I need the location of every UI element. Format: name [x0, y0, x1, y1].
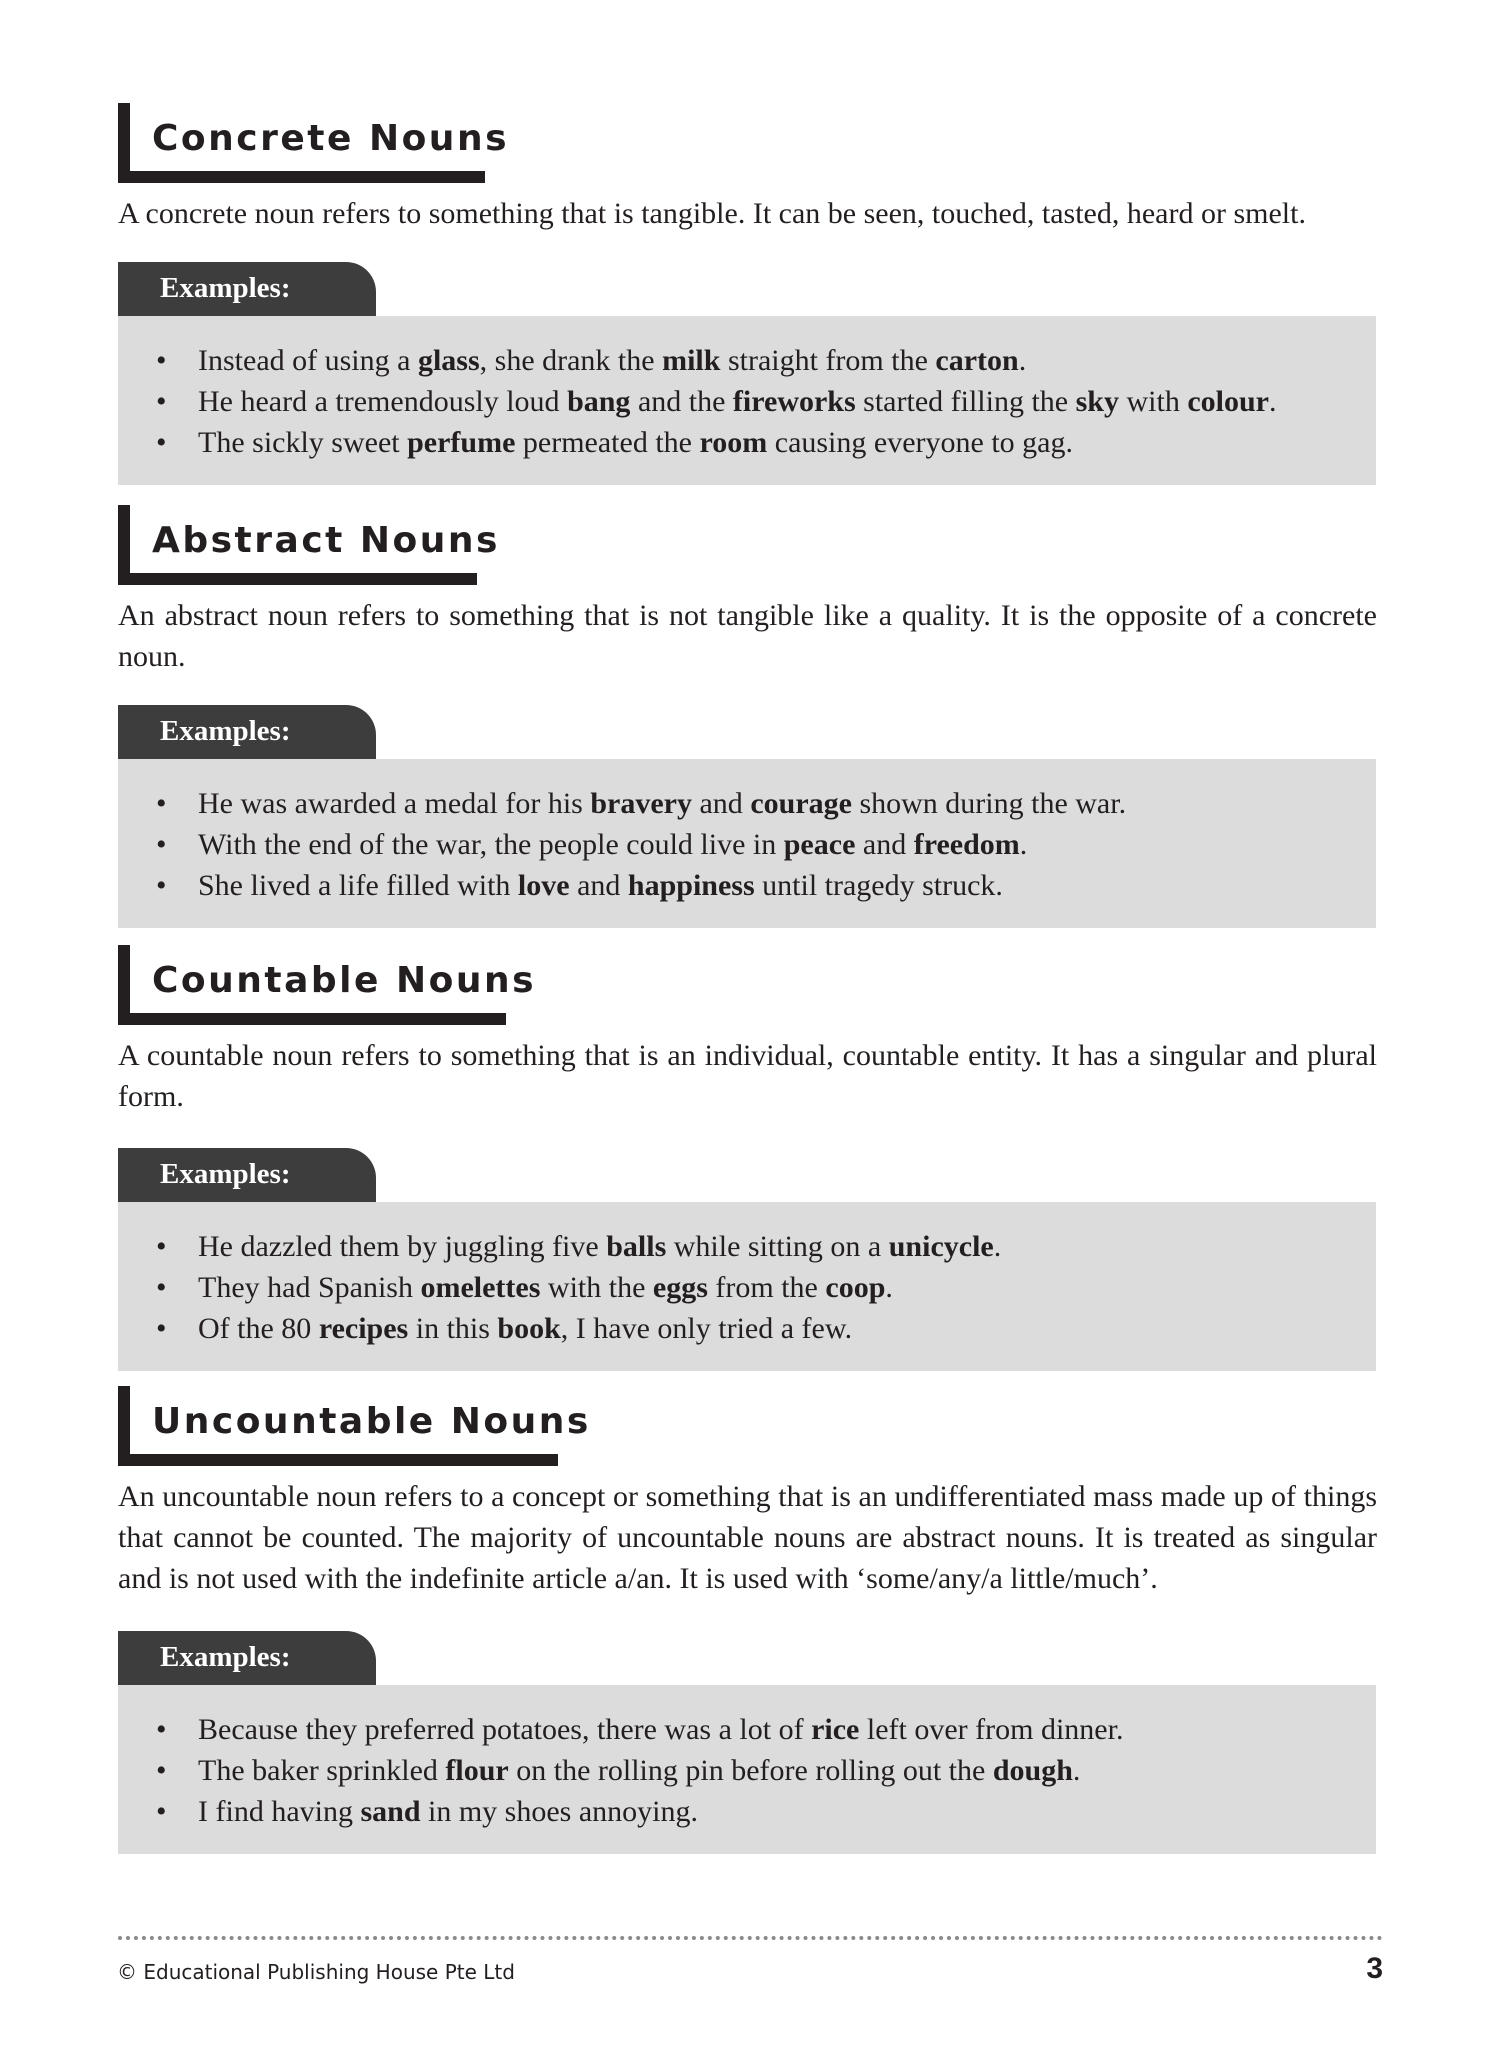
example-text: causing everyone to gag. [767, 426, 1073, 459]
example-text: in my shoes annoying. [420, 1795, 699, 1828]
example-text: She lived a life filled with [198, 869, 518, 902]
example-text: and [691, 787, 751, 820]
section-title: Concrete Nouns [152, 118, 509, 159]
example-item [118, 1308, 1001, 1349]
example-item [118, 865, 1126, 906]
highlighted-noun: rice [811, 1713, 860, 1746]
examples-tab [118, 705, 376, 759]
example-item [118, 783, 1126, 824]
section-description: An uncountable noun refers to a concept or something that is an undifferentiated mass made up of things that cannot be counted. The majority of uncountable nouns are abstract nouns. It is treated as singular and is not used with the indefinite article a/an. It is used with ‘some/any/a little/much’. [118, 1480, 1377, 1595]
example-text: . [1268, 385, 1277, 418]
highlighted-noun: room [699, 426, 768, 459]
example-text: . [1018, 344, 1027, 377]
section-heading-abstract [118, 505, 500, 585]
bullet-icon: • [156, 1230, 167, 1263]
highlighted-noun: book [497, 1312, 561, 1345]
example-text: . [1072, 1754, 1081, 1787]
example-text: With the end of the war, the people could live in [198, 828, 784, 861]
highlighted-noun: courage [750, 787, 852, 820]
example-item [118, 1791, 1123, 1832]
highlighted-noun: sand [360, 1795, 421, 1828]
example-item [118, 422, 1276, 463]
example-item [118, 824, 1126, 865]
section-heading-uncountable [118, 1386, 591, 1466]
bullet-icon: • [156, 828, 167, 861]
examples-label: Examples: [160, 1641, 291, 1673]
example-text: He was awarded a medal for his [198, 787, 591, 820]
example-text: and [569, 869, 628, 902]
bullet-icon: • [156, 426, 167, 459]
examples-list [118, 340, 1276, 463]
examples-list [118, 1226, 1001, 1349]
section-description: A concrete noun refers to something that is tangible. It can be seen, touched, tasted, heard or smelt. [118, 197, 1306, 230]
example-text: , she drank the [479, 344, 663, 377]
highlighted-noun: love [517, 869, 570, 902]
section-title: Abstract Nouns [152, 520, 500, 561]
section-heading-countable [118, 945, 537, 1025]
bullet-icon: • [156, 869, 167, 902]
example-text: The baker sprinkled [198, 1754, 446, 1787]
section-title: Countable Nouns [152, 960, 537, 1001]
highlighted-noun: sky [1075, 385, 1119, 418]
examples-box [118, 1202, 1376, 1371]
highlighted-noun: flour [445, 1754, 509, 1787]
example-text: I find having [198, 1795, 361, 1828]
highlighted-noun: happiness [627, 869, 755, 902]
highlighted-noun: milk [662, 344, 721, 377]
section-description: A countable noun refers to something that is an individual, countable entity. It has a singular and plural form. [118, 1039, 1377, 1113]
examples-box [118, 759, 1376, 928]
example-text: The sickly sweet [198, 426, 408, 459]
highlighted-noun: bravery [590, 787, 692, 820]
highlighted-noun: balls [606, 1230, 667, 1263]
highlighted-noun: omelettes [420, 1271, 541, 1304]
examples-tab [118, 1631, 376, 1685]
examples-box [118, 1685, 1376, 1854]
highlighted-noun: recipes [318, 1312, 409, 1345]
example-item [118, 1709, 1123, 1750]
example-item [118, 1267, 1001, 1308]
highlighted-noun: carton [935, 344, 1019, 377]
example-text: straight from the [720, 344, 936, 377]
examples-box [118, 316, 1376, 485]
section-heading-concrete [118, 103, 509, 183]
highlighted-noun: eggs [652, 1271, 708, 1304]
footer-divider [118, 1936, 1383, 1940]
example-text: and [855, 828, 914, 861]
example-text: He dazzled them by juggling five [198, 1230, 607, 1263]
copyright-notice: © Educational Publishing House Pte Ltd [117, 1960, 515, 1984]
example-text: in this [408, 1312, 498, 1345]
bullet-icon: • [156, 1754, 167, 1787]
example-item [118, 340, 1276, 381]
example-text: . [993, 1230, 1002, 1263]
example-item [118, 1750, 1123, 1791]
bullet-icon: • [156, 1271, 167, 1304]
highlighted-noun: unicycle [888, 1230, 994, 1263]
examples-label: Examples: [160, 272, 291, 304]
bullet-icon: • [156, 1713, 167, 1746]
page-number: 3 [1366, 1952, 1383, 1985]
bullet-icon: • [156, 1795, 167, 1828]
section-description: An abstract noun refers to something that is not tangible like a quality. It is the opposite of a concrete noun. [118, 599, 1377, 673]
highlighted-noun: bang [567, 385, 631, 418]
highlighted-noun: fireworks [732, 385, 856, 418]
bullet-icon: • [156, 787, 167, 820]
examples-label: Examples: [160, 715, 291, 747]
highlighted-noun: glass [417, 344, 480, 377]
highlighted-noun: coop [825, 1271, 886, 1304]
examples-list [118, 783, 1126, 906]
example-text: started filling the [855, 385, 1076, 418]
example-text: until tragedy struck. [754, 869, 1003, 902]
examples-tab [118, 1148, 376, 1202]
example-text: He heard a tremendously loud [198, 385, 568, 418]
highlighted-noun: peace [783, 828, 856, 861]
example-text: with [1118, 385, 1188, 418]
example-text: with the [540, 1271, 653, 1304]
highlighted-noun: freedom [913, 828, 1020, 861]
example-text: permeated the [515, 426, 700, 459]
bullet-icon: • [156, 385, 167, 418]
examples-label: Examples: [160, 1158, 291, 1190]
highlighted-noun: colour [1187, 385, 1269, 418]
example-item [118, 1226, 1001, 1267]
example-text: . [885, 1271, 893, 1304]
example-item [118, 381, 1276, 422]
examples-list [118, 1709, 1123, 1832]
heading-underline [118, 573, 477, 585]
heading-underline [118, 171, 485, 183]
examples-tab [118, 262, 376, 316]
example-text: and the [630, 385, 733, 418]
heading-underline [118, 1013, 506, 1025]
section-title: Uncountable Nouns [152, 1401, 591, 1442]
highlighted-noun: dough [992, 1754, 1073, 1787]
bullet-icon: • [156, 344, 167, 377]
example-text: Of the 80 [198, 1312, 319, 1345]
highlighted-noun: perfume [407, 426, 516, 459]
example-text: on the rolling pin before rolling out the [508, 1754, 993, 1787]
example-text: while sitting on a [666, 1230, 889, 1263]
example-text: , I have only tried a few. [560, 1312, 853, 1345]
heading-underline [118, 1454, 558, 1466]
example-text: Instead of using a [198, 344, 418, 377]
example-text: from the [707, 1271, 826, 1304]
example-text: left over from dinner. [859, 1713, 1124, 1746]
example-text: . [1019, 828, 1028, 861]
bullet-icon: • [156, 1312, 167, 1345]
example-text: shown during the war. [851, 787, 1127, 820]
example-text: Because they preferred potatoes, there was a lot of [198, 1713, 812, 1746]
example-text: They had Spanish [198, 1271, 421, 1304]
